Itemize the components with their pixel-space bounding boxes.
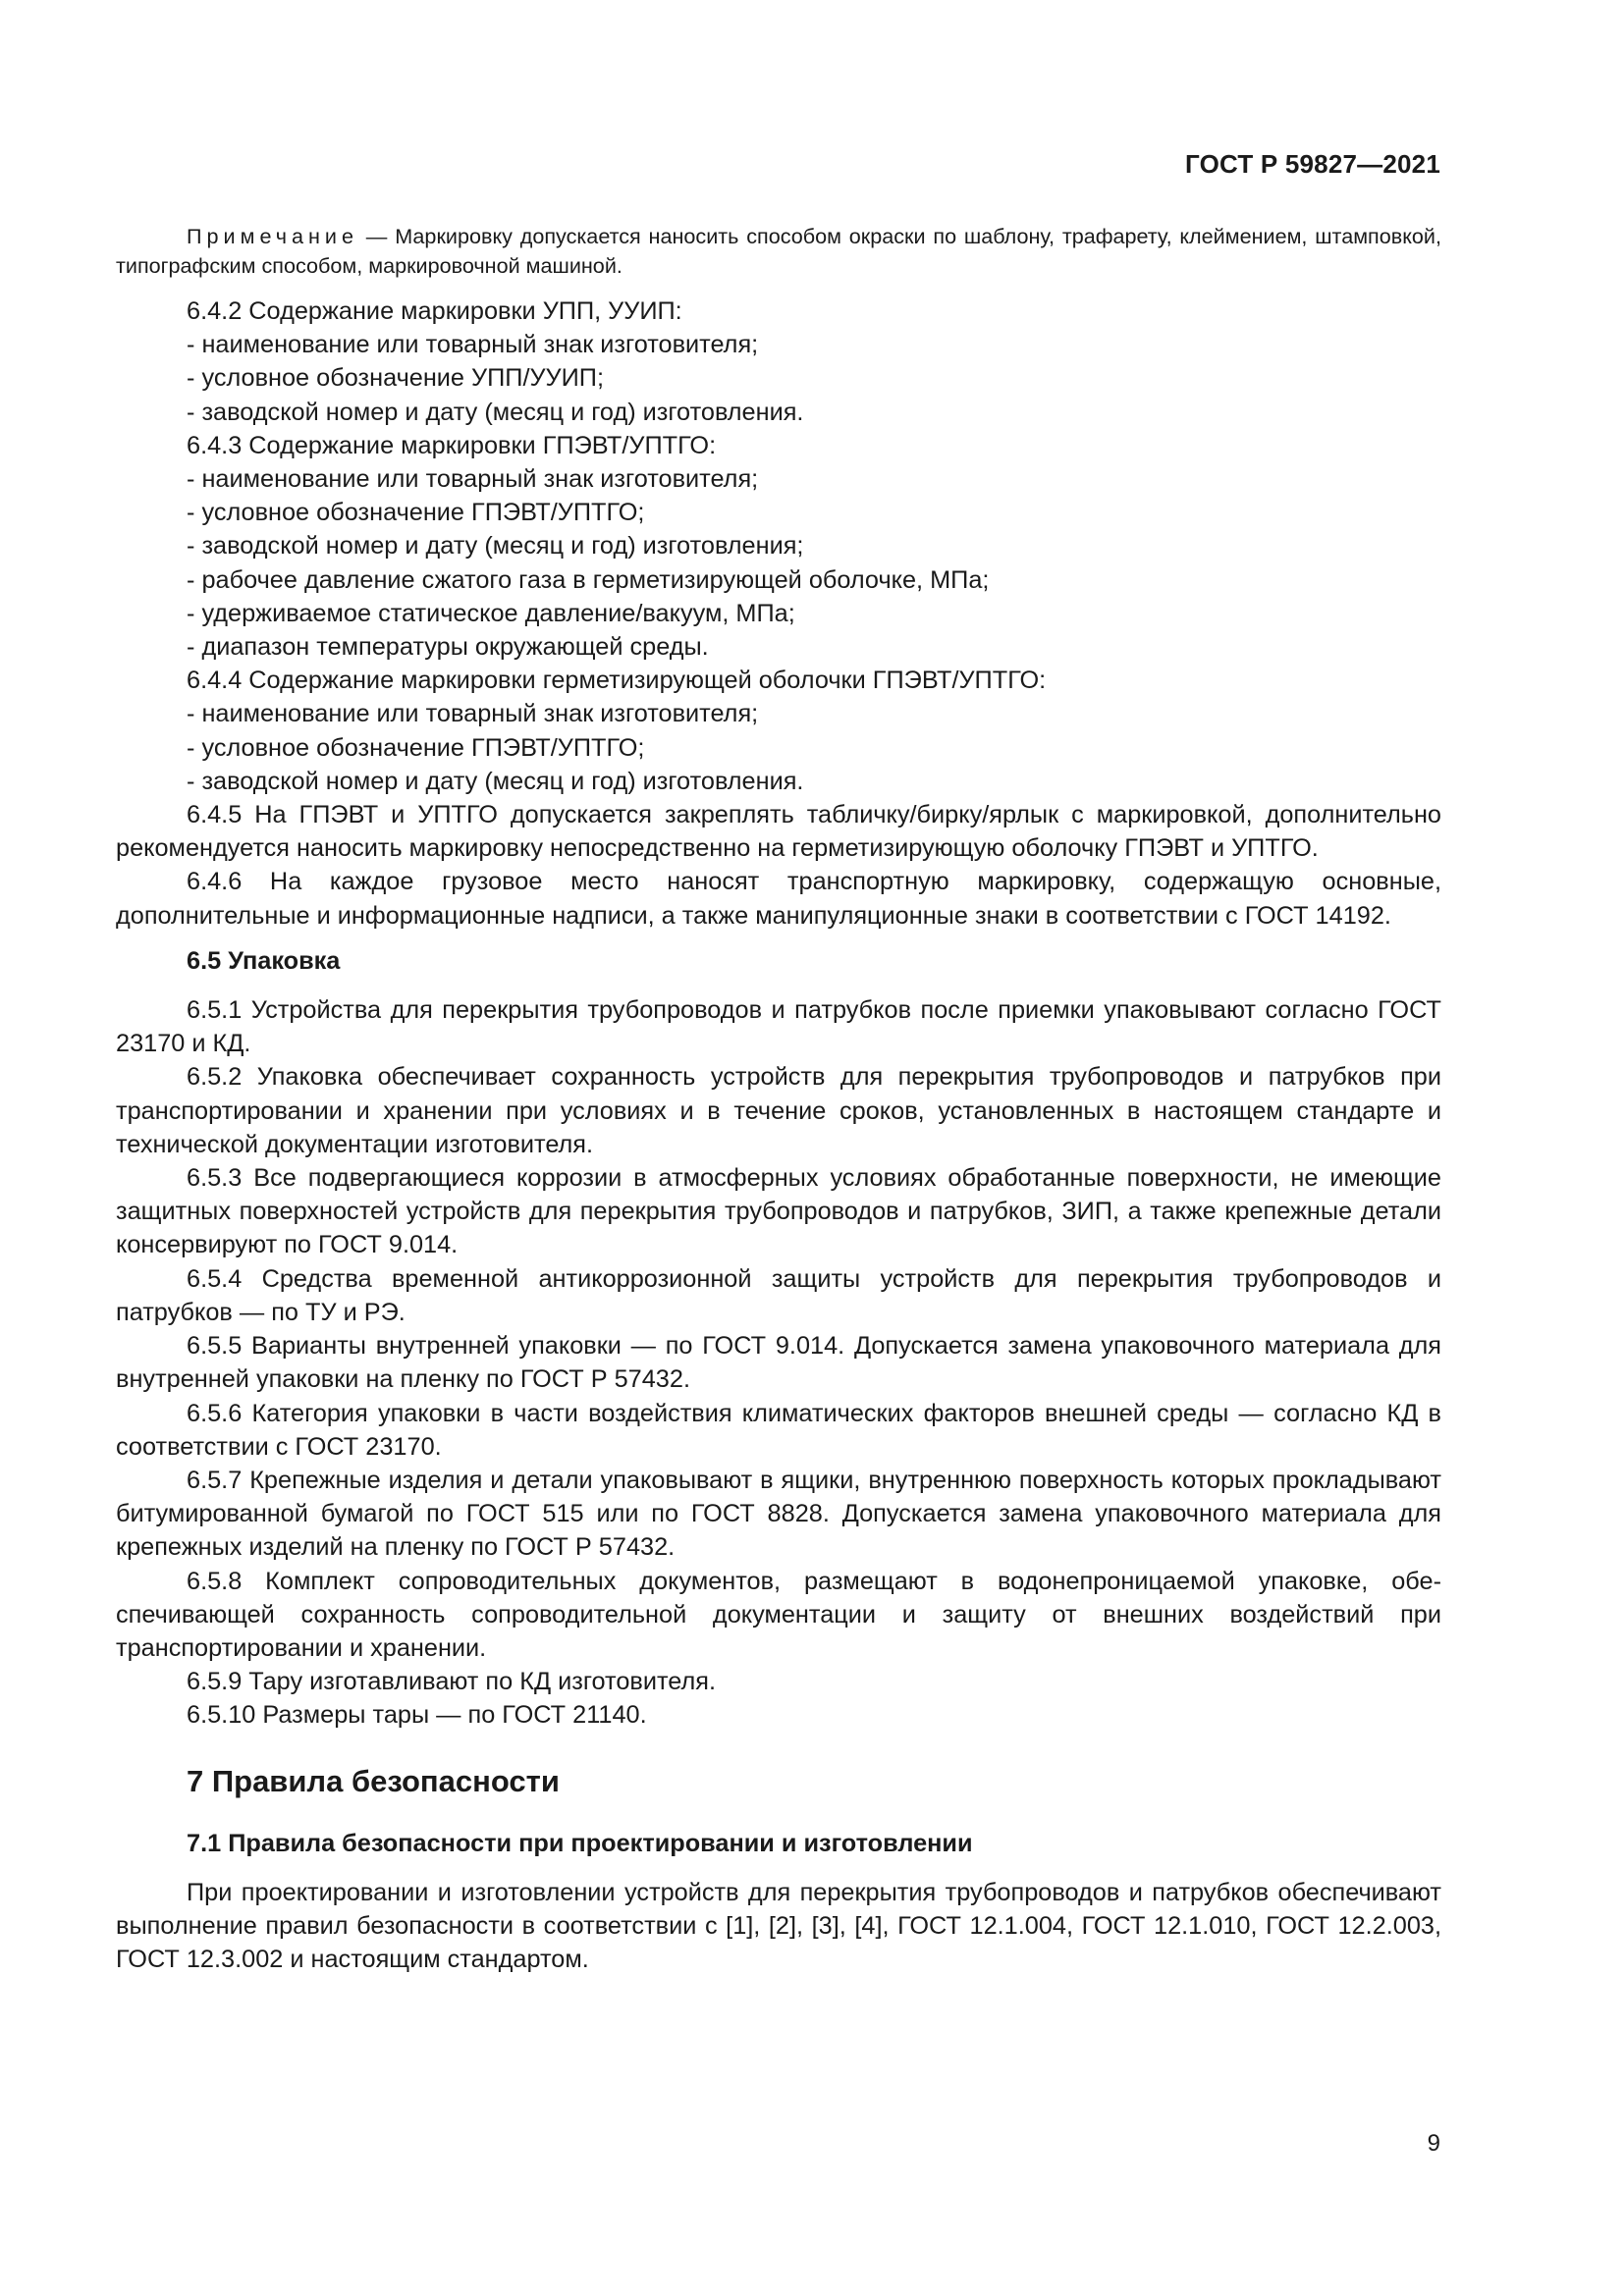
note-text: — Маркировку допускается наносить способом окраски по шаблону, трафарету, клеймением, штамповкой, типографским способом, маркировочной машиной. bbox=[116, 224, 1441, 278]
section-7-1-heading: 7.1 Правила безопасности при проектировании и изготовлении bbox=[187, 1829, 973, 1857]
list-item: - наименование или товарный знак изготовителя; bbox=[187, 331, 759, 359]
list-item: - диапазон температуры окружающей среды. bbox=[187, 633, 709, 662]
document-body bbox=[116, 222, 1441, 1976]
clause-6-5-4: 6.5.4 Средства временной антикоррозионной защиты устройств для перекрытия трубопроводов и патрубков — по ТУ и РЭ. bbox=[116, 1264, 1441, 1326]
clause-6-5-2: 6.5.2 Упаковка обеспечивает сохранность устройств для перекрытия трубопроводов и патрубков при транспортировании и хранении при условиях и в течение сроков, установленных в настоящем стандарте и технической документации изготовителя. bbox=[116, 1063, 1441, 1158]
note-paragraph bbox=[116, 222, 1441, 281]
list-item: - условное обозначение УПП/УУИП; bbox=[187, 364, 605, 393]
list-item: - удерживаемое статическое давление/вакуум, МПа; bbox=[187, 599, 795, 627]
document-id-header: ГОСТ Р 59827—2021 bbox=[1185, 149, 1440, 179]
clause-6-5-5: 6.5.5 Варианты внутренней упаковки — по ГОСТ 9.014. Допускается замена упаковочного материала для внутренней упаковки на пленку по ГОСТ Р 57432. bbox=[116, 1332, 1441, 1394]
list-item: - наименование или товарный знак изготовителя; bbox=[187, 465, 759, 494]
list-item: - наименование или товарный знак изготовителя; bbox=[187, 700, 759, 728]
clause-6-5-6: 6.5.6 Категория упаковки в части воздействия климатических факторов внешней среды — согласно КД в соответствии с ГОСТ 23170. bbox=[116, 1399, 1441, 1461]
clause-6-4-5: 6.4.5 На ГПЭВТ и УПТГО допускается закреплять табличку/бирку/ярлык с маркировкой, дополнительно рекомендуется наносить маркировку непосредственно на герметизирующую оболочку ГПЭВТ и УПТГО. bbox=[116, 801, 1441, 863]
list-item: - рабочее давление сжатого газа в герметизирующей оболочке, МПа; bbox=[187, 565, 990, 594]
clause-6-5-3: 6.5.3 Все подвергающиеся коррозии в атмосферных условиях обработанные поверхности, не имеющие защитных поверхностей устройств для перекрытия трубопроводов и патрубков, ЗИП, а также крепежные детали консервируют по ГОСТ 9.014. bbox=[116, 1164, 1441, 1259]
list-item: - условное обозначение ГПЭВТ/УПТГО; bbox=[187, 733, 645, 762]
clause-6-5-9: 6.5.9 Тару изготавливают по КД изготовителя. bbox=[187, 1668, 716, 1696]
clause-6-4-4-title: 6.4.4 Содержание маркировки герметизирующей оболочки ГПЭВТ/УПТГО: bbox=[187, 667, 1047, 695]
note-label: Примечание bbox=[187, 224, 358, 248]
list-item: - заводской номер и дату (месяц и год) изготовления. bbox=[187, 398, 804, 426]
page-number: 9 bbox=[1427, 2130, 1440, 2157]
list-item: - заводской номер и дату (месяц и год) изготовления. bbox=[187, 767, 804, 795]
clause-6-4-6: 6.4.6 На каждое грузовое место наносят транспортную маркировку, содержащую основные, дополнительные и информационные надписи, а также манипуляционные знаки в соответствии с ГОСТ 14192. bbox=[116, 868, 1441, 930]
section-7-heading: 7 Правила безопасности bbox=[187, 1763, 560, 1798]
clause-6-5-8: 6.5.8 Комплект сопроводительных документов, размещают в водонепроницаемой упаковке, обеспечивающей сохранность сопроводительной документации и защиту от внешних воздействий при транспортировании и хранении. bbox=[116, 1567, 1441, 1662]
clause-6-5-7: 6.5.7 Крепежные изделия и детали упаковывают в ящики, внутреннюю поверхность которых прокладывают битумированной бумагой по ГОСТ 515 или по ГОСТ 8828. Допускается замена упаковочного материала для крепежных изделий на пленку по ГОСТ Р 57432. bbox=[116, 1466, 1441, 1562]
clause-7-1-text: При проектировании и изготовлении устройств для перекрытия трубопроводов и патрубков обеспечивают выполнение правил безопасности в соответствии с [1], [2], [3], [4], ГОСТ 12.1.004, ГОСТ 12.1.010, ГОСТ 12.2.003, ГОСТ 12.3.002 и настоящим стандартом. bbox=[116, 1878, 1441, 1974]
list-item: - заводской номер и дату (месяц и год) изготовления; bbox=[187, 532, 804, 561]
clause-6-4-3-title: 6.4.3 Содержание маркировки ГПЭВТ/УПТГО: bbox=[187, 431, 717, 459]
list-item: - условное обозначение ГПЭВТ/УПТГО; bbox=[187, 499, 645, 527]
clause-6-5-10: 6.5.10 Размеры тары — по ГОСТ 21140. bbox=[187, 1701, 647, 1730]
clause-6-4-2-title: 6.4.2 Содержание маркировки УПП, УУИП: bbox=[187, 297, 682, 325]
clause-6-5-1: 6.5.1 Устройства для перекрытия трубопроводов и патрубков после приемки упаковывают согласно ГОСТ 23170 и КД. bbox=[116, 996, 1441, 1058]
section-6-5-heading: 6.5 Упаковка bbox=[187, 946, 341, 975]
